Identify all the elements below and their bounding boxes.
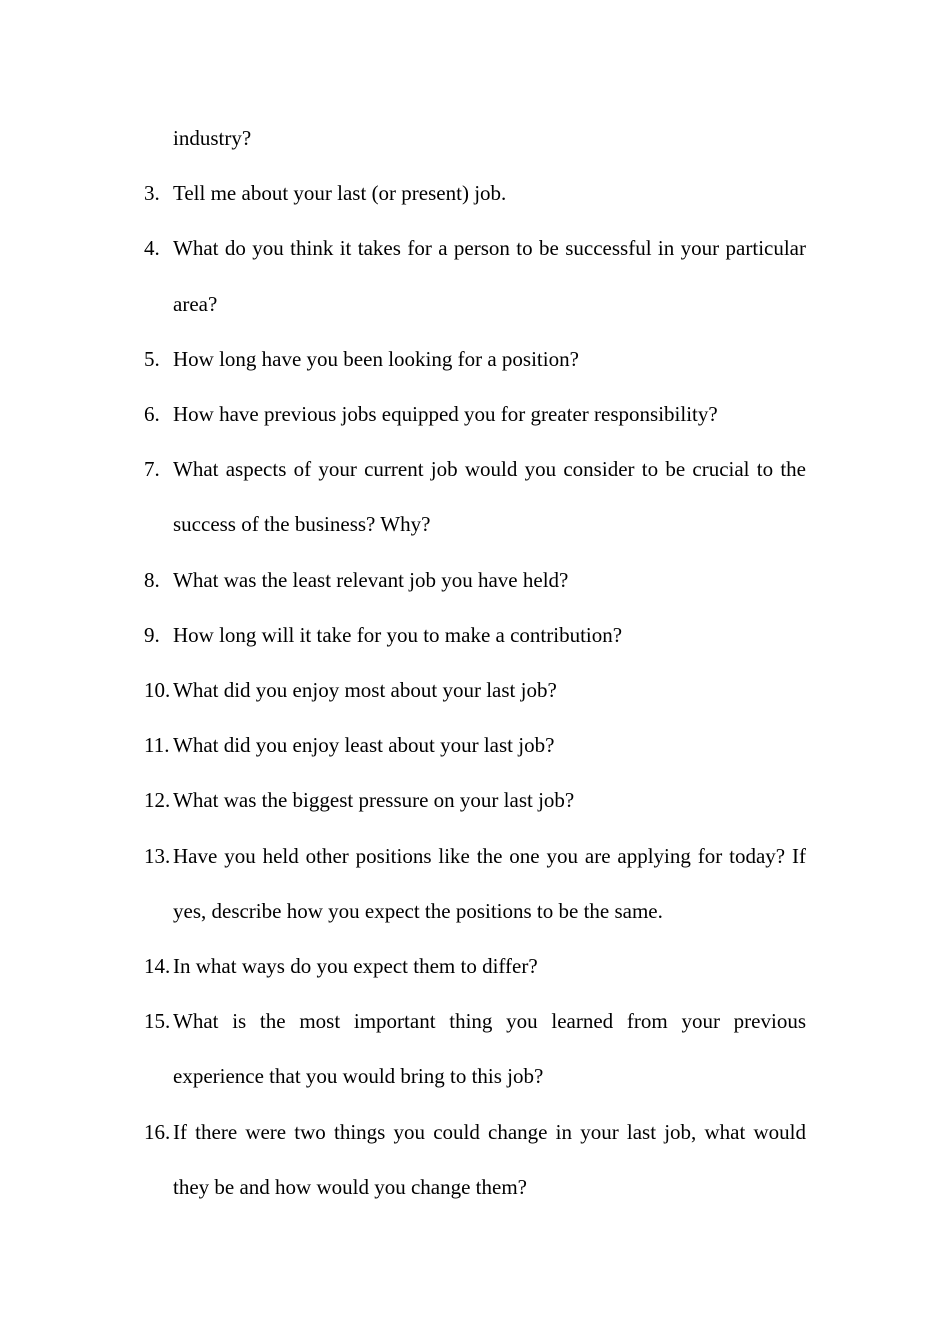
list-item: [144, 773, 806, 828]
question-text: What is the most important thing you learned from your previous experience that you would bring to this job?: [173, 1009, 806, 1089]
list-item: [144, 608, 806, 663]
question-text: industry?: [173, 126, 252, 150]
question-number: 11.: [144, 733, 170, 758]
question-number: 16.: [144, 1119, 171, 1144]
question-number: 6.: [144, 402, 160, 427]
question-text: What was the biggest pressure on your last job?: [173, 788, 575, 813]
question-text: How long will it take for you to make a contribution?: [173, 622, 623, 647]
question-text: In what ways do you expect them to differ?: [173, 954, 538, 979]
list-item: [144, 994, 806, 1104]
question-number: 7.: [144, 457, 160, 482]
list-item: [144, 332, 806, 387]
question-text: If there were two things you could change in your last job, what would they be and how would you change them?: [173, 1119, 806, 1199]
question-number: 13.: [144, 843, 171, 868]
question-number: 14.: [144, 954, 171, 979]
question-number: 10.: [144, 678, 171, 703]
question-number: 9.: [144, 622, 160, 647]
question-text: What do you think it takes for a person to be successful in your particular area?: [173, 236, 806, 316]
question-text: Have you held other positions like the one you are applying for today? If yes, describe how you expect the positions to be the same.: [173, 843, 806, 923]
list-item: [144, 553, 806, 608]
question-text: How have previous jobs equipped you for greater responsibility?: [173, 402, 718, 427]
question-number: 4.: [144, 236, 160, 261]
question-text: What aspects of your current job would you consider to be crucial to the success of the business? Why?: [173, 457, 806, 537]
list-item: [144, 442, 806, 552]
list-item: [144, 221, 806, 331]
question-list: [144, 111, 806, 1215]
list-item: [144, 387, 806, 442]
question-number: 8.: [144, 567, 160, 592]
question-number: 15.: [144, 1009, 171, 1034]
list-item: [144, 829, 806, 939]
question-number: 5.: [144, 346, 160, 371]
question-text: Tell me about your last (or present) job.: [173, 181, 507, 206]
list-item: [144, 1105, 806, 1215]
question-text: What was the least relevant job you have held?: [173, 567, 569, 592]
list-item: [144, 718, 806, 773]
question-number: 3.: [144, 181, 160, 206]
list-item: [144, 939, 806, 994]
list-item: [144, 166, 806, 221]
list-item: [144, 663, 806, 718]
question-text: How long have you been looking for a position?: [173, 346, 579, 371]
question-text: What did you enjoy least about your last job?: [173, 733, 555, 758]
question-number: 12.: [144, 788, 171, 813]
list-item-continuation: [144, 111, 806, 166]
question-text: What did you enjoy most about your last job?: [173, 678, 557, 703]
